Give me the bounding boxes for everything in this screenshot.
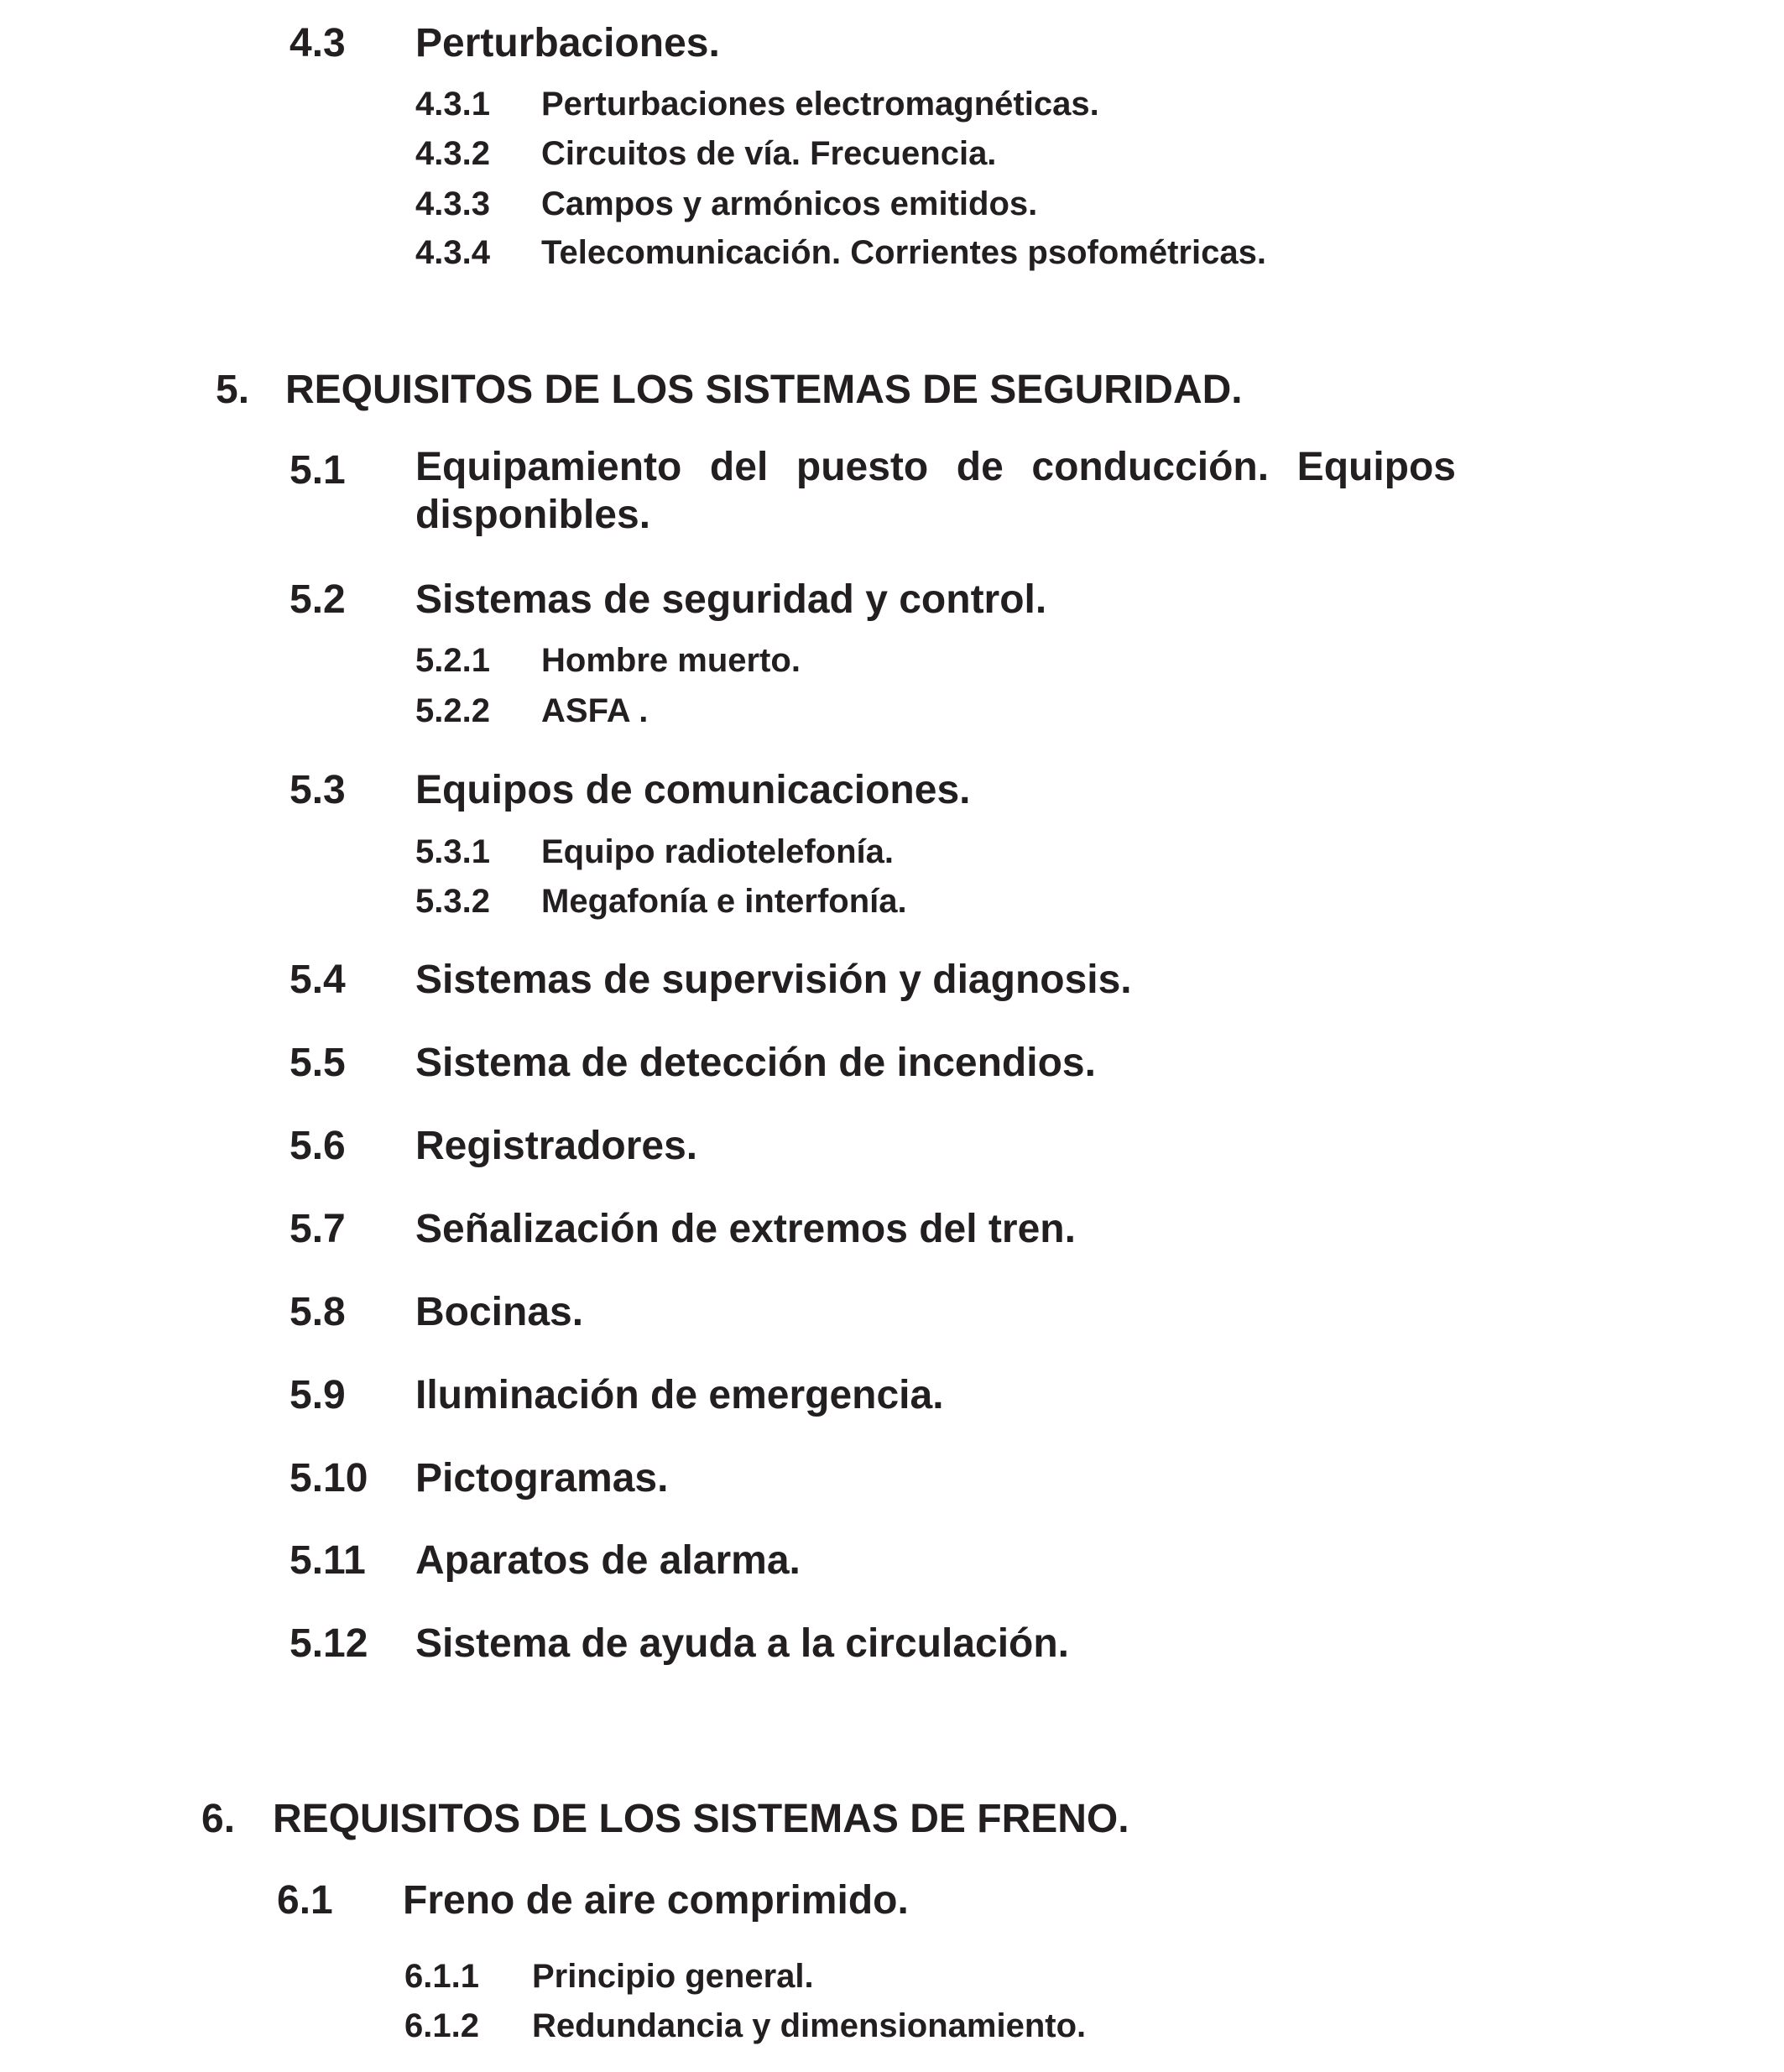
toc-number: 6.1.2 — [404, 2007, 479, 2044]
toc-title: REQUISITOS DE LOS SISTEMAS DE FRENO. — [273, 1797, 1129, 1841]
toc-number: 5.2.2 — [415, 692, 490, 729]
toc-number: 5. — [216, 368, 250, 412]
toc-number: 5.3.1 — [415, 833, 490, 870]
toc-title: REQUISITOS DE LOS SISTEMAS DE SEGURIDAD. — [285, 368, 1243, 412]
toc-number: 6. — [201, 1797, 236, 1841]
toc-title: Campos y armónicos emitidos. — [541, 185, 1038, 222]
toc-number: 5.4 — [290, 958, 346, 1002]
toc-number: 5.2 — [290, 577, 346, 622]
toc-number: 5.5 — [290, 1041, 346, 1085]
toc-title: Pictogramas. — [415, 1456, 669, 1501]
toc-title: Perturbaciones. — [415, 21, 720, 65]
toc-title: Megafonía e interfonía. — [541, 883, 907, 920]
toc-title: Freno de aire comprimido. — [403, 1878, 909, 1923]
toc-number: 5.9 — [290, 1373, 346, 1417]
toc-number: 5.1 — [290, 448, 346, 493]
toc-number: 4.3.1 — [415, 86, 490, 123]
toc-title: ASFA . — [541, 692, 649, 729]
toc-number: 5.12 — [290, 1621, 368, 1666]
toc-title: Perturbaciones electromagnéticas. — [541, 86, 1099, 123]
toc-number: 5.2.1 — [415, 642, 490, 679]
toc-title: Equipos de comunicaciones. — [415, 768, 971, 812]
toc-number: 4.3.3 — [415, 185, 490, 222]
toc-title: Redundancia y dimensionamiento. — [532, 2007, 1087, 2044]
toc-number: 5.10 — [290, 1456, 368, 1501]
toc-number: 4.3 — [290, 21, 346, 65]
toc-number: 5.7 — [290, 1207, 346, 1251]
toc-title: Bocinas. — [415, 1290, 584, 1334]
toc-title: Aparatos de alarma. — [415, 1538, 801, 1583]
toc-title: Hombre muerto. — [541, 642, 801, 679]
toc-title: Sistema de detección de incendios. — [415, 1041, 1096, 1085]
toc-title: Registradores. — [415, 1124, 698, 1168]
toc-number: 5.3.2 — [415, 883, 490, 920]
toc-title: Sistemas de supervisión y diagnosis. — [415, 958, 1132, 1002]
toc-title: Sistemas de seguridad y control. — [415, 577, 1047, 622]
toc-title: Telecomunicación. Corrientes psofométricas. — [541, 234, 1266, 271]
toc-number: 5.6 — [290, 1124, 346, 1168]
toc-number: 4.3.2 — [415, 135, 490, 172]
toc-number: 6.1 — [277, 1878, 333, 1923]
toc-number: 5.11 — [290, 1538, 366, 1583]
toc-number: 6.1.1 — [404, 1958, 479, 1995]
toc-title: Principio general. — [532, 1958, 814, 1995]
toc-title: Señalización de extremos del tren. — [415, 1207, 1076, 1251]
toc-number: 4.3.4 — [415, 234, 490, 271]
toc-title: Iluminación de emergencia. — [415, 1373, 944, 1417]
toc-number: 5.8 — [290, 1290, 346, 1334]
toc-title: Sistema de ayuda a la circulación. — [415, 1621, 1070, 1666]
toc-number: 5.3 — [290, 768, 346, 812]
toc-title: Equipamiento del puesto de conducción. Equipos disponibles. — [415, 445, 1456, 537]
toc-title: Equipo radiotelefonía. — [541, 833, 895, 870]
toc-title: Circuitos de vía. Frecuencia. — [541, 135, 997, 172]
